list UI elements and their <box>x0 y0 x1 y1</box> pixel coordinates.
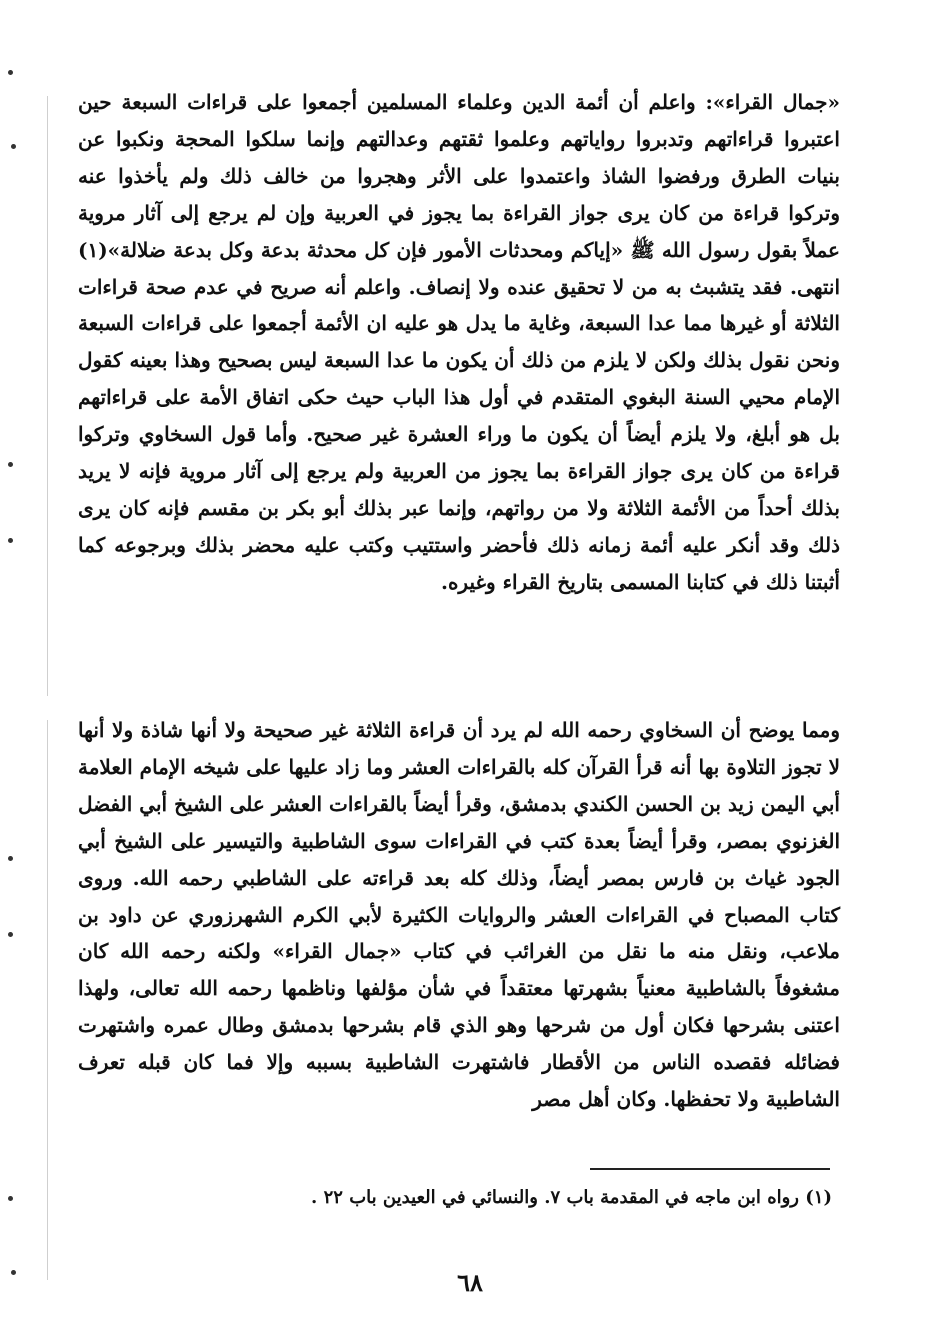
paragraph-1 <box>78 84 840 601</box>
margin-speck <box>8 856 13 861</box>
margin-speck <box>8 1196 13 1201</box>
margin-speck <box>8 932 13 937</box>
margin-speck <box>8 462 13 467</box>
binding-edge-line <box>47 720 48 1280</box>
footnote-separator <box>590 1168 830 1170</box>
margin-speck <box>8 70 13 75</box>
page-number: ٦٨ <box>457 1268 483 1297</box>
paragraph-text: «جمال القراء»: واعلم أن أئمة الدين وعلماء المسلمين أجمعوا على قراءات السبعة حين اعتبروا قراءاتهم وتدبروا رواياتهم وعلموا ثقتهم وعدالتهم وإنما سلكوا المحجة ونكبوا عن بنيات الطرق ورفضوا الشاذ واعتمدوا على الأثر وهجروا من خالف ذلك ولم يأخذوا عنه وتركوا قراءة من كان يرى جواز القراءة بما يجوز في العربية وإن لم يرجع إلى آثار مروية عملاً بقول رسول الله ﷺ «إياكم ومحدثات الأمور فإن كل محدثة بدعة وكل بدعة ضلالة»(١) انتهى. فقد يتشبث به من لا تحقيق عنده ولا إنصاف. واعلم أنه صريح في عدم صحة قراءات الثلاثة أو غيرها مما عدا السبعة، وغاية ما يدل هو عليه ان الأئمة أجمعوا على قراءات السبعة ونحن نقول بذلك ولكن لا يلزم من ذلك أن يكون ما عدا السبعة ليس بصحيح وهذا بعينه كقول الإمام محيي السنة البغوي المتقدم في أول هذا الباب حيث حكى اتفاق الأمة على قراءاتهم بل هو أبلغ، ولا يلزم أيضاً أن يكون ما وراء العشرة غير صحيح. وأما قول السخاوي وتركوا قراءة من كان يرى جواز القراءة بما يجوز من العربية ولم يرجع إلى آثار مروية فإنه لا يريد بذلك أحداً من الأئمة الثلاثة ولا من رواتهم، وإنما عبر بذلك أبو بكر بن مقسم فإنه كان يرى ذلك وقد أنكر عليه أئمة زمانه ذلك فأحضر واستتيب وكتب عليه محضر بذلك وبرجوعه كما أثبتنا ذلك في كتابنا المسمى بتاريخ القراء وغيره. <box>78 90 841 594</box>
paragraph-2 <box>78 712 840 1118</box>
margin-speck <box>8 538 13 543</box>
margin-speck <box>11 1270 16 1275</box>
binding-edge-line <box>47 96 48 696</box>
footnote: (١) رواه ابن ماجه في المقدمة باب ٧. والنسائي في العيدين باب ٢٢ . <box>311 1187 832 1208</box>
paragraph-text: ومما يوضح أن السخاوي رحمه الله لم يرد أن قراءة الثلاثة غير صحيحة ولا أنها شاذة ولا أنها لا تجوز التلاوة بها أنه قرأ القرآن كله بالقراءات العشر وما زاد عليها على شيخه الإمام العلامة أبي اليمن زيد بن الحسن الكندي بدمشق، وقرأ أيضاً بالقراءات العشر على الشيخ أبي الفضل الغزنوي بمصر، وقرأ أيضاً بعدة كتب في القراءات سوى الشاطبية والتيسير على الشيخ أبي الجود غياث بن فارس بمصر أيضاً، وذلك كله بعد قراءته على الشاطبي رحمه الله. وروى كتاب المصباح في القراءات العشر والروايات الكثيرة لأبي الكرم الشهرزوري عن داود بن ملاعب، ونقل منه ما نقل من الغرائب في كتاب «جمال القراء» ولكنه رحمه الله كان مشغوفاً بالشاطبية معنياً بشهرتها معتقداً في شأن مؤلفها وناظمها رحمه الله تعالى، ولهذا اعتنى بشرحها فكان أول من شرحها وهو الذي قام بشرحها بدمشق وطال عمره واشتهرت فضائله فقصده الناس من الأقطار فاشتهرت الشاطبية بسببه وإلا فما كان قبله تعرف الشاطبية ولا تحفظها. وكان أهل مصر <box>78 718 840 1112</box>
margin-speck <box>11 144 16 149</box>
